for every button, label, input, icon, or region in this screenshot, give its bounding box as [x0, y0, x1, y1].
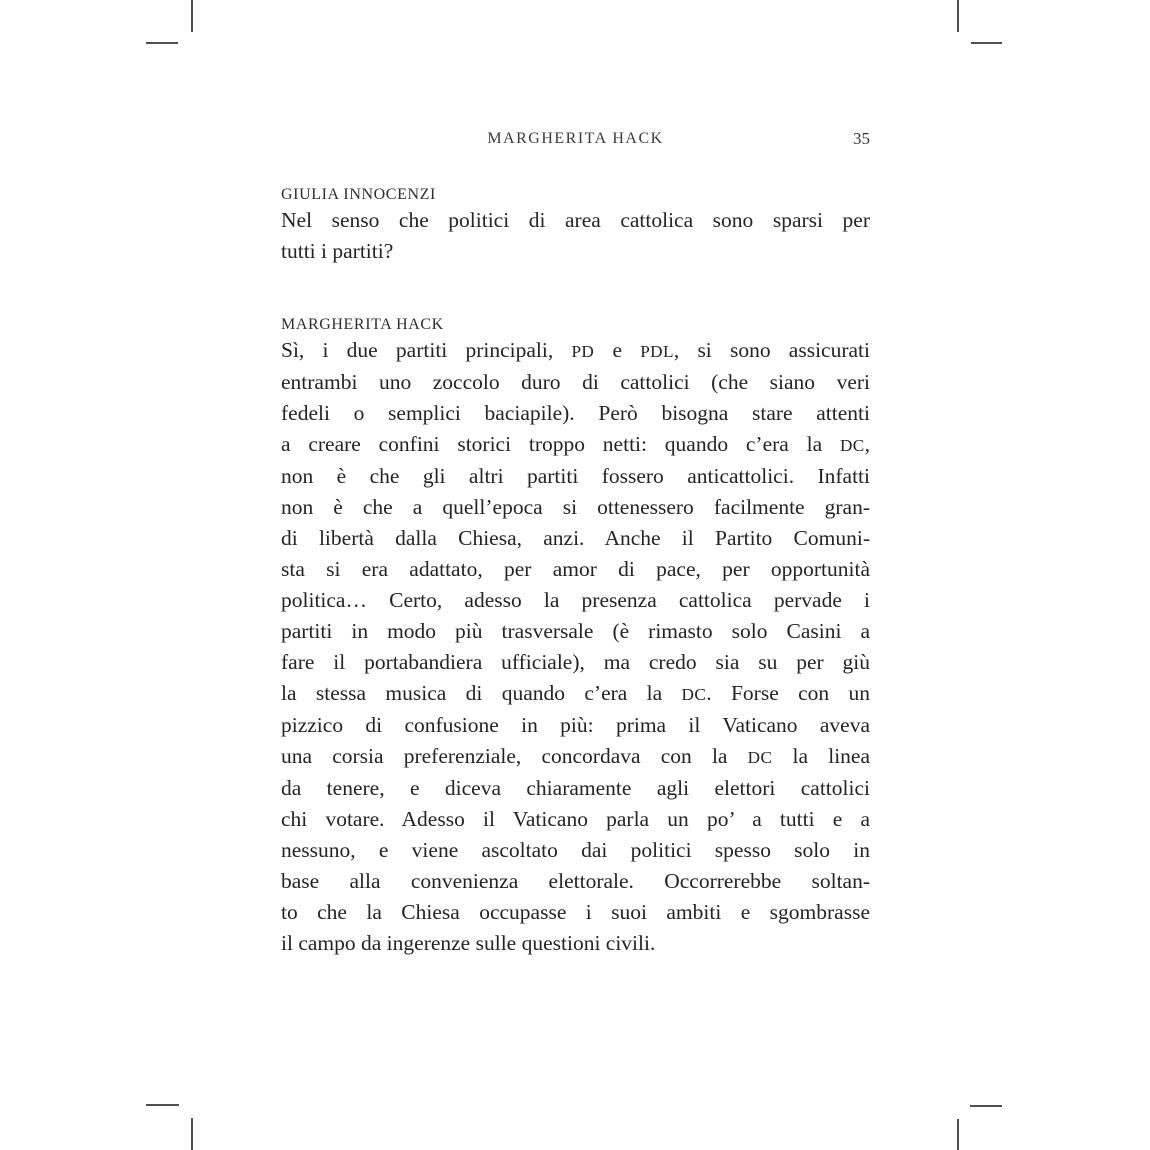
- text-line: politica… Certo, adesso la presenza cattolica pervade i: [281, 588, 870, 612]
- text-line: la stessa musica di quando c’era la DC. Forse con un: [281, 681, 870, 705]
- text-line: non è che a quell’epoca si ottenessero facilmente gran-: [281, 495, 870, 519]
- dialogue: [281, 185, 870, 959]
- small-caps-acronym: DC: [747, 748, 773, 767]
- text-line: to che la Chiesa occupasse i suoi ambiti e sgombrasse: [281, 900, 870, 924]
- crop-mark-bottom-left-horizontal: [146, 1104, 179, 1106]
- text-line: sta si era adattato, per amor di pace, per opportunità: [281, 557, 870, 581]
- small-caps-acronym: DC: [681, 685, 707, 704]
- crop-mark-top-left-vertical: [191, 0, 193, 32]
- small-caps-acronym: PD: [571, 342, 595, 361]
- text-line: tutti i partiti?: [281, 239, 394, 263]
- text-line: chi votare. Adesso il Vaticano parla un po’ a tutti e a: [281, 807, 870, 831]
- text-line: pizzico di confusione in più: prima il Vaticano aveva: [281, 713, 870, 737]
- page-number: 35: [853, 129, 870, 148]
- crop-mark-bottom-right-vertical: [957, 1119, 959, 1150]
- text-line: Sì, i due partiti principali, PD e PDL, si sono assicurati: [281, 338, 870, 362]
- text-line: di libertà dalla Chiesa, anzi. Anche il Partito Comuni-: [281, 526, 870, 550]
- text-line: fedeli o semplici baciapile). Però bisogna stare attenti: [281, 401, 870, 425]
- text-line: Nel senso che politici di area cattolica sono sparsi per: [281, 208, 870, 232]
- crop-mark-bottom-right-horizontal: [970, 1105, 1002, 1107]
- text-line: partiti in modo più trasversale (è rimasto solo Casini a: [281, 619, 870, 643]
- text-line: nessuno, e viene ascoltato dai politici spesso solo in: [281, 838, 870, 862]
- small-caps-acronym: PDL: [640, 342, 674, 361]
- speaker-label: MARGHERITA HACK: [281, 316, 444, 333]
- text-line: entrambi uno zoccolo duro di cattolici (che siano veri: [281, 370, 870, 394]
- page-header-row: [281, 128, 870, 150]
- text-line: il campo da ingerenze sulle questioni civili.: [281, 931, 656, 955]
- speech-block: [281, 315, 870, 959]
- text-line: da tenere, e diceva chiaramente agli elettori cattolici: [281, 776, 870, 800]
- crop-mark-bottom-left-vertical: [191, 1118, 193, 1150]
- text-line: fare il portabandiera ufficiale), ma credo sia su per giù: [281, 650, 870, 674]
- text-line: non è che gli altri partiti fossero anticattolici. Infatti: [281, 464, 870, 488]
- text-line: base alla convenienza elettorale. Occorrerebbe soltan-: [281, 869, 870, 893]
- crop-mark-top-left-horizontal: [146, 42, 178, 44]
- crop-mark-top-right-horizontal: [971, 42, 1002, 44]
- crop-mark-top-right-vertical: [957, 0, 959, 32]
- speaker-label: GIULIA INNOCENZI: [281, 186, 436, 203]
- small-caps-acronym: DC: [839, 436, 865, 455]
- running-header-title: MARGHERITA HACK: [487, 130, 664, 147]
- speech-block: [281, 185, 870, 267]
- text-line: a creare confini storici troppo netti: quando c’era la DC,: [281, 432, 870, 456]
- text-line: una corsia preferenziale, concordava con la DC la linea: [281, 744, 870, 768]
